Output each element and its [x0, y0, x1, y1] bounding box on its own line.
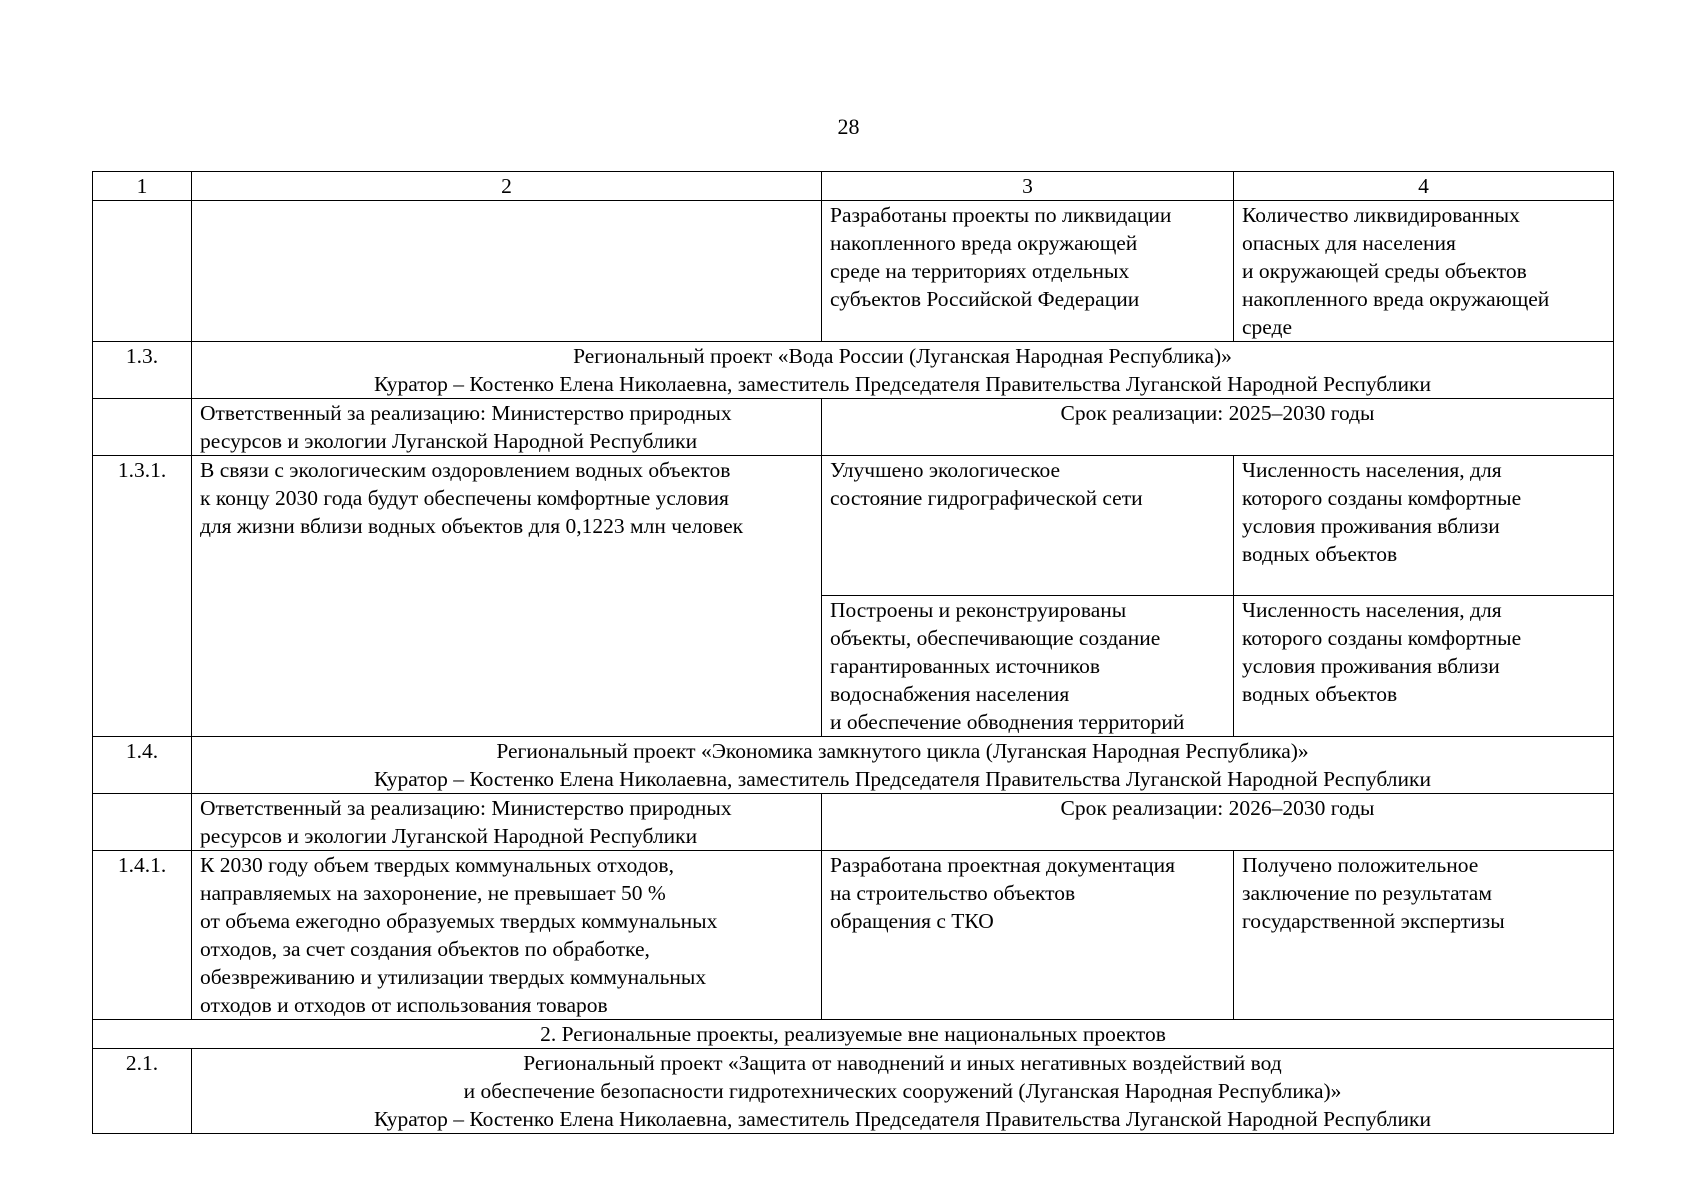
- period-cell: Срок реализации: 2025–2030 годы: [822, 399, 1614, 456]
- header-col-2: 2: [192, 172, 822, 201]
- project-title: Региональный проект «Экономика замкнутого цикла (Луганская Народная Республика)»: [496, 739, 1309, 763]
- indicator-cell: Численность населения, для которого созданы комфортные условия проживания вблизи водных объектов: [1234, 596, 1614, 737]
- empty-cell: [192, 201, 822, 342]
- responsible-cell: Ответственный за реализацию: Министерство природных ресурсов и экологии Луганской Народной Республики: [192, 794, 822, 851]
- responsible-row-1-4: [93, 794, 1614, 851]
- header-col-1: 1: [93, 172, 192, 201]
- project-row-2-1: [93, 1049, 1614, 1134]
- empty-cell: [93, 201, 192, 342]
- section-2-row: [93, 1020, 1614, 1049]
- result-cell: Улучшено экологическое состояние гидрографической сети: [822, 456, 1234, 596]
- indicator-cell: Численность населения, для которого созданы комфортные условия проживания вблизи водных объектов: [1234, 456, 1614, 596]
- result-cell: Разработана проектная документация на строительство объектов обращения с ТКО: [822, 851, 1234, 1020]
- project-title-cell: [192, 342, 1614, 399]
- task-row-1-3-1: [93, 456, 1614, 596]
- result-cell: Построены и реконструированы объекты, обеспечивающие создание гарантированных источников водоснабжения населения и обеспечение обводнения территорий: [822, 596, 1234, 737]
- project-title-cell: [192, 737, 1614, 794]
- header-col-4: 4: [1234, 172, 1614, 201]
- header-row: [93, 172, 1614, 201]
- period-cell: Срок реализации: 2026–2030 годы: [822, 794, 1614, 851]
- task-description: В связи с экологическим оздоровлением водных объектов к концу 2030 года будут обеспечены комфортные условия для жизни вблизи водных объектов для 0,1223 млн человек: [192, 456, 822, 737]
- empty-cell: [93, 399, 192, 456]
- empty-cell: [93, 794, 192, 851]
- page-number: 28: [837, 114, 860, 139]
- result-cell: Разработаны проекты по ликвидации накопленного вреда окружающей среде на территориях отдельных субъектов Российской Федерации: [822, 201, 1234, 342]
- project-title-cell: [192, 1049, 1614, 1134]
- task-description: К 2030 году объем твердых коммунальных отходов, направляемых на захоронение, не превышает 50 % от объема ежегодно образуемых твердых коммунальных отходов, за счет создания объектов по обработке, обезвреживанию и утилизации твердых коммунальных отходов и отходов от использования товаров: [192, 851, 822, 1020]
- responsible-cell: Ответственный за реализацию: Министерство природных ресурсов и экологии Луганской Народной Республики: [192, 399, 822, 456]
- indicator-cell: Получено положительное заключение по результатам государственной экспертизы: [1234, 851, 1614, 1020]
- project-curator: Куратор – Костенко Елена Николаевна, заместитель Председателя Правительства Луганской Народной Республики: [374, 1107, 1431, 1131]
- project-curator: Куратор – Костенко Елена Николаевна, заместитель Председателя Правительства Луганской Народной Республики: [374, 372, 1431, 396]
- section-number: 2.1.: [93, 1049, 192, 1134]
- header-col-3: 3: [822, 172, 1234, 201]
- project-title: Региональный проект «Вода России (Луганская Народная Республика)»: [573, 344, 1232, 368]
- continuation-row: [93, 201, 1614, 342]
- indicator-cell: Количество ликвидированных опасных для населения и окружающей среды объектов накопленного вреда окружающей среде: [1234, 201, 1614, 342]
- project-row-1-4: [93, 737, 1614, 794]
- project-title: Региональный проект «Защита от наводнений и иных негативных воздействий вод и обеспечение безопасности гидротехнических сооружений (Луганская Народная Республика)»: [463, 1051, 1342, 1103]
- project-row-1-3: [93, 342, 1614, 399]
- task-number: 1.4.1.: [93, 851, 192, 1020]
- section-number: 1.4.: [93, 737, 192, 794]
- task-row-1-4-1: [93, 851, 1614, 1020]
- section-title: 2. Региональные проекты, реализуемые вне национальных проектов: [93, 1020, 1614, 1049]
- section-number: 1.3.: [93, 342, 192, 399]
- responsible-row-1-3: [93, 399, 1614, 456]
- project-curator: Куратор – Костенко Елена Николаевна, заместитель Председателя Правительства Луганской Народной Республики: [374, 767, 1431, 791]
- task-number: 1.3.1.: [93, 456, 192, 737]
- projects-table: [92, 171, 1614, 1134]
